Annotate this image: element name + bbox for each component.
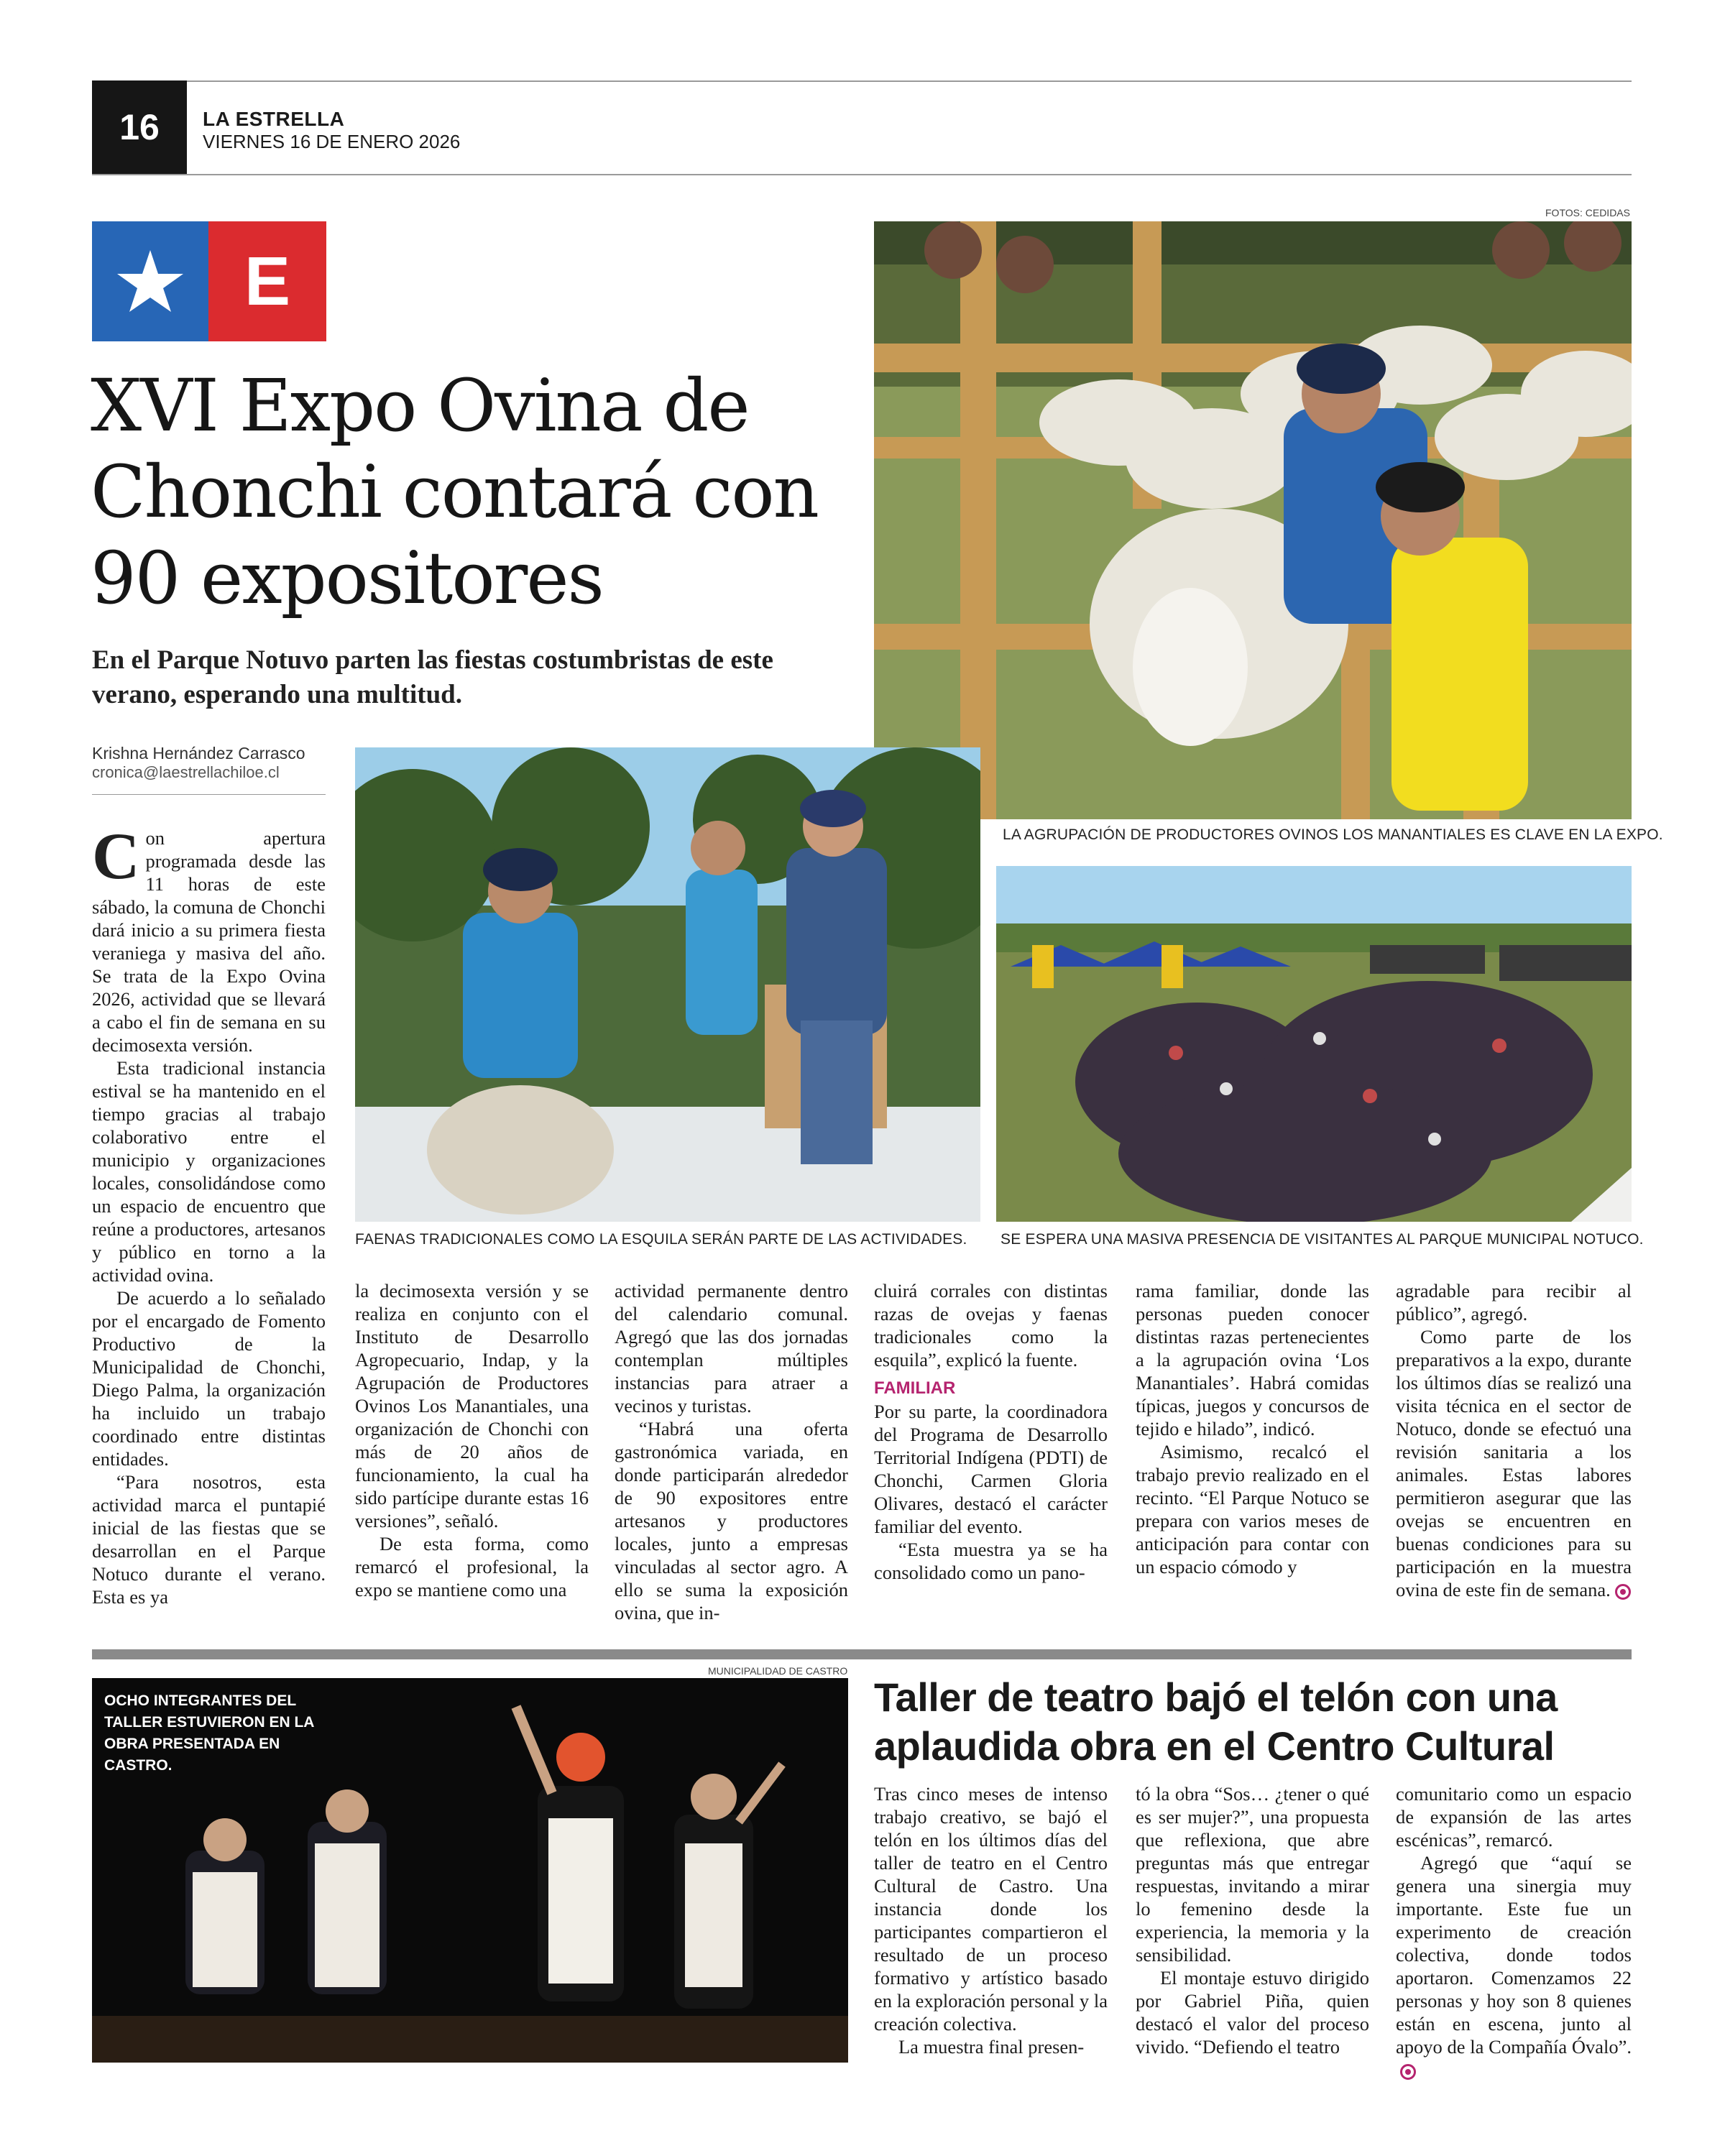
article-paragraph: agradable para recibir al público”, agregó.: [1396, 1280, 1632, 1325]
article-column-4: [874, 1279, 1108, 1584]
theater-column-3: [1396, 1782, 1632, 2081]
sheep-caption: LA AGRUPACIÓN DE PRODUCTORES OVINOS LOS MANANTIALES ES CLAVE EN LA EXPO.: [1003, 826, 1663, 843]
end-of-article-icon: [1400, 2064, 1416, 2080]
top-rule: [92, 80, 1632, 82]
byline-email: cronica@laestrellachiloe.cl: [92, 763, 280, 781]
article-headline: XVI Expo Ovina de Chonchi contará con 90 expositores: [91, 364, 818, 620]
article-paragraph: De acuerdo a lo señalado por el encargado de Fomento Productivo de la Municipalidad de Chonchi, Diego Palma, la organización ha incluido un trabajo coordinado entre distintas entidades.: [92, 1287, 326, 1470]
article-column-3: [615, 1279, 848, 1624]
byline-divider: [92, 794, 326, 795]
article-paragraph: la decimosexta versión y se realiza en conjunto con el Instituto de Desarrollo Agropecuario, Indap, y la Agrupación de Productores Ovinos Los Manantiales, una organización de Chonchi con más de 20 años de funcionamiento, la cual ha sido partícipe durante estas 16 versiones”, señaló.: [355, 1280, 589, 1531]
article-paragraph: Tras cinco meses de intenso trabajo creativo, se bajó el telón en los últimos días del taller de teatro en el Centro Cultural de Castro. Una instancia donde los participantes compartieron el resultado de un proceso formativo y artístico basado en la exploración personal y la creación colectiva.: [874, 1783, 1108, 2035]
crowd-photo: [996, 866, 1632, 1222]
theater-photo-credit: MUNICIPALIDAD DE CASTRO: [708, 1665, 848, 1677]
sheep-photo: [874, 221, 1632, 819]
article-paragraph: Agregó que “aquí se genera una sinergia muy importante. Este fue un experimento de creación colectiva, donde todos aportaron. Comenzamos 22 personas y hoy son 8 quienes están en escena, junto al apoyo de la Compañía Óvalo”.: [1396, 1851, 1632, 2081]
theater-photo-caption: OCHO INTEGRANTES DEL TALLER ESTUVIERON EN LA OBRA PRESENTADA EN CASTRO.: [104, 1692, 314, 1774]
article-paragraph: Con apertura programada desde las 11 horas de este sábado, la comuna de Chonchi dará inicio a su primera fiesta veraniega y masiva del año. Se trata de la Expo Ovina 2026, actividad que se llevará a cabo el fin de semana en su decimosexta versión.: [92, 819, 326, 1056]
article-paragraph: Esta tradicional instancia estival se ha mantenido en el tiempo gracias al trabajo colaborativo entre el municipio y organizaciones locales, consolidándose como un espacio de encuentro que reúne a productores, artesanos y público en torno a la actividad ovina.: [92, 1057, 326, 1286]
article-paragraph: cluirá corrales con distintas razas de ovejas y faenas tradicionales como la esquila”, explicó la fuente.: [874, 1280, 1108, 1370]
article-paragraph: Como parte de los preparativos a la expo, durante los últimos días se realizó una visita técnica en el sector de Notuco, donde se efectuó una revisión sanitaria a los animales. Estas labores permitieron asegurar que las ovejas se encuentren en buenas condiciones para su participación en la muestra ovina de este fin de semana.: [1396, 1326, 1632, 1600]
article-paragraph: “Esta muestra ya se ha consolidado como un pano-: [874, 1539, 1108, 1583]
section-logo-letter: E: [208, 221, 326, 341]
newspaper-name: LA ESTRELLA: [203, 108, 345, 130]
drop-cap: C: [92, 819, 140, 893]
section-subtitle: FAMILIAR: [874, 1378, 956, 1398]
flag-logo-blue: [92, 221, 208, 341]
page-number: 16: [92, 80, 187, 174]
article-paragraph: “Habrá una oferta gastronómica variada, en donde participarán alrededor de 90 expositores entre artesanos y productores locales, junto a empresas vinculadas al sector agro. A ello se suma la exposición ovina, que in-: [615, 1418, 848, 1623]
article-paragraph: Asimismo, recalcó el trabajo previo realizado en el recinto. “El Parque Notuco se prepara con varios meses de anticipación para contar con un espacio cómodo y: [1136, 1441, 1369, 1577]
article-column-1: [92, 819, 326, 1608]
issue-date: VIERNES 16 DE ENERO 2026: [203, 131, 461, 152]
article-column-2: [355, 1279, 589, 1601]
star-icon: [92, 221, 208, 341]
article-paragraph: La muestra final presen-: [898, 2036, 1085, 2058]
article-subhead: En el Parque Notuvo parten las fiestas costumbristas de este verano, esperando una multitud.: [92, 645, 773, 709]
shearing-photo: [355, 747, 980, 1222]
article-paragraph: El montaje estuvo dirigido por Gabriel Piña, quien destacó el valor del proceso vivido. “Defiendo el teatro: [1136, 1967, 1369, 2058]
theater-column-1: [874, 1782, 1108, 2058]
crowd-caption: SE ESPERA UNA MASIVA PRESENCIA DE VISITANTES AL PARQUE MUNICIPAL NOTUCO.: [1000, 1231, 1644, 1248]
article-paragraph: “Para nosotros, esta actividad marca el puntapié inicial de las fiestas que se desarrollan en el Parque Notuco durante el verano. Esta es ya: [92, 1471, 326, 1608]
theater-headline: Taller de teatro bajó el telón con una aplaudida obra en el Centro Cultural: [874, 1674, 1558, 1769]
article-paragraph: Por su parte, la coordinadora del Programa de Desarrollo Territorial Indígena (PDTI) de Chonchi, Carmen Gloria Olivares, destacó el carácter familiar del evento.: [874, 1401, 1108, 1537]
photo-credit: FOTOS: CEDIDAS: [1545, 207, 1630, 218]
article-paragraph: tó la obra “Sos… ¿tener o qué es ser mujer?”, una propuesta que reflexiona, que abre preguntas más que entregar respuestas, invitando a mirar lo femenino desde la experiencia, la memoria y la sensibilidad.: [1136, 1783, 1369, 1966]
article-paragraph: rama familiar, donde las personas pueden conocer distintas razas pertenecientes a la agrupación ovina ‘Los Manantiales’. Habrá comidas típicas, juegos y concursos de tejido e hilado”, indicó.: [1136, 1280, 1369, 1439]
article-paragraph: actividad permanente dentro del calendario comunal. Agregó que las dos jornadas contemplan múltiples instancias para atraer a vecinos y turistas.: [615, 1280, 848, 1416]
theater-column-2: [1136, 1782, 1369, 2058]
article-paragraph: De esta forma, como remarcó el profesional, la expo se mantiene como una: [355, 1533, 589, 1600]
byline-author: Krishna Hernández Carrasco: [92, 744, 305, 763]
article-paragraph: comunitario como un espacio de expansión de las artes escénicas”, remarcó.: [1396, 1783, 1632, 1851]
article-column-5: [1136, 1279, 1369, 1578]
end-of-article-icon: [1615, 1584, 1631, 1600]
article-column-6: [1396, 1279, 1632, 1601]
shearing-caption: FAENAS TRADICIONALES COMO LA ESQUILA SERÁN PARTE DE LAS ACTIVIDADES.: [355, 1231, 967, 1248]
header-bottom-rule: [92, 174, 1632, 175]
section-divider: [92, 1649, 1632, 1659]
